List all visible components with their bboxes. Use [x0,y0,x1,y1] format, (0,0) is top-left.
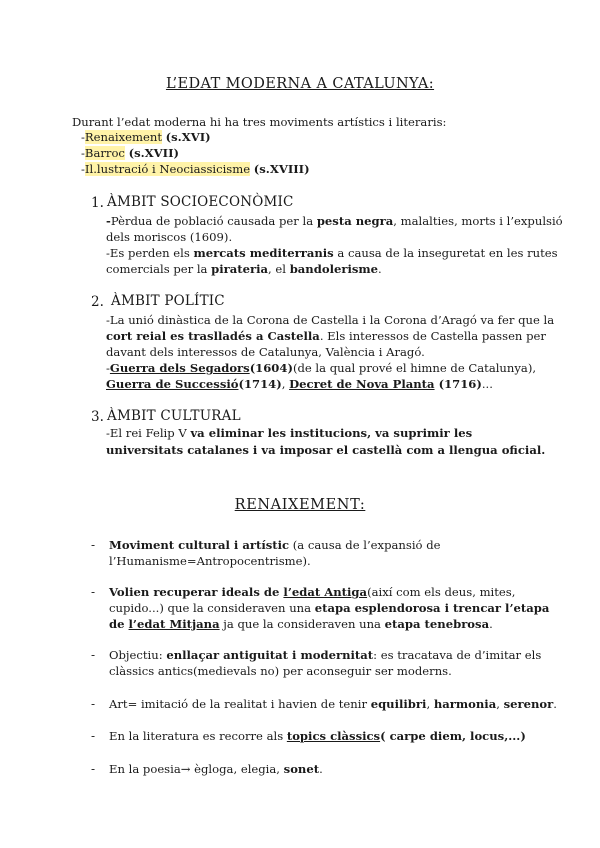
section-heading: ÀMBIT POLÍTIC [111,293,225,309]
renaixement-heading: RENAIXEMENT: [234,497,366,513]
list-bullet: - [91,762,96,776]
section-heading: ÀMBIT CULTURAL [107,408,241,424]
movement-name-highlight: Renaixement [84,130,162,144]
list-item-line: cupido...) que la consideraven una etapa esplendorosa i trencar l’etapa [109,601,550,615]
list-bullet: - [91,648,96,662]
list-item-line: de l’edat Mitjana ja que la consideraven una etapa tenebrosa. [109,617,493,631]
movement-name-highlight: Barroc [84,146,125,160]
section-paragraph-line: cort reial es traslladés a Castella. Els interessos de Castella passen per [106,329,546,343]
movement-item: -Barroc (s.XVII) [81,146,179,160]
section-paragraph-line: dels moriscos (1609). [106,230,233,244]
section-heading: ÀMBIT SOCIOECONÒMIC [107,194,294,210]
list-item-line: l’Humanisme=Antropocentrisme). [109,554,311,568]
list-item-line: Objectiu: enllaçar antiguitat i modernitat: es tracatava de d’imitar els [109,648,542,662]
section-paragraph-line: comercials per la pirateria, el bandolerisme. [106,262,382,276]
list-bullet: - [91,585,96,599]
list-item-line: En la literatura es recorre als topics clàssics( carpe diem, locus,...) [109,729,526,743]
list-bullet: - [91,729,96,743]
section-paragraph-line: -Es perden els mercats mediterranis a causa de la inseguretat en les rutes [106,246,558,260]
section-number: 3. [91,409,104,425]
section-paragraph-line: davant dels interessos de Catalunya, València i Aragó. [106,345,425,359]
list-item-line: Volien recuperar ideals de l’edat Antiga(així com els deus, mites, [109,585,516,599]
page-title: L’EDAT MODERNA A CATALUNYA: [165,76,435,92]
list-bullet: - [91,538,96,552]
movement-item: -Il.lustració i Neociassicisme (s.XVIII) [81,162,310,176]
movement-item: -Renaixement (s.XVI) [81,130,211,144]
movement-name-highlight: Il.lustració i Neociassicisme [84,162,251,176]
section-paragraph-line: -Pèrdua de població causada per la pesta negra, malalties, morts i l’expulsió [106,214,563,228]
section-paragraph-line: -El rei Felip V va eliminar les institucions, va suprimir les [106,426,473,440]
list-item-line: En la poesia→ ègloga, elegia, sonet. [109,762,323,776]
section-paragraph-line: Guerra de Successió(1714), Decret de Nova Planta (1716)... [106,377,493,391]
list-item-line: clàssics antics(medievals no) per aconseguir ser moderns. [109,664,452,678]
intro-text: Durant l’edat moderna hi ha tres moviments artístics i literaris: [72,115,447,129]
section-number: 1. [91,195,104,211]
section-paragraph-line: -La unió dinàstica de la Corona de Castella i la Corona d’Aragó va fer que la [106,313,555,327]
list-item-line: Art= imitació de la realitat i havien de tenir equilibri, harmonia, serenor. [109,697,557,711]
section-number: 2. [91,294,104,310]
list-item-line: Moviment cultural i artístic (a causa de l’expansió de [109,538,441,552]
list-bullet: - [91,697,96,711]
section-paragraph-line: -Guerra dels Segadors(1604)(de la qual prové el himne de Catalunya), [106,361,537,375]
section-paragraph-line: universitats catalanes i va imposar el castellà com a llengua oficial. [106,443,546,457]
